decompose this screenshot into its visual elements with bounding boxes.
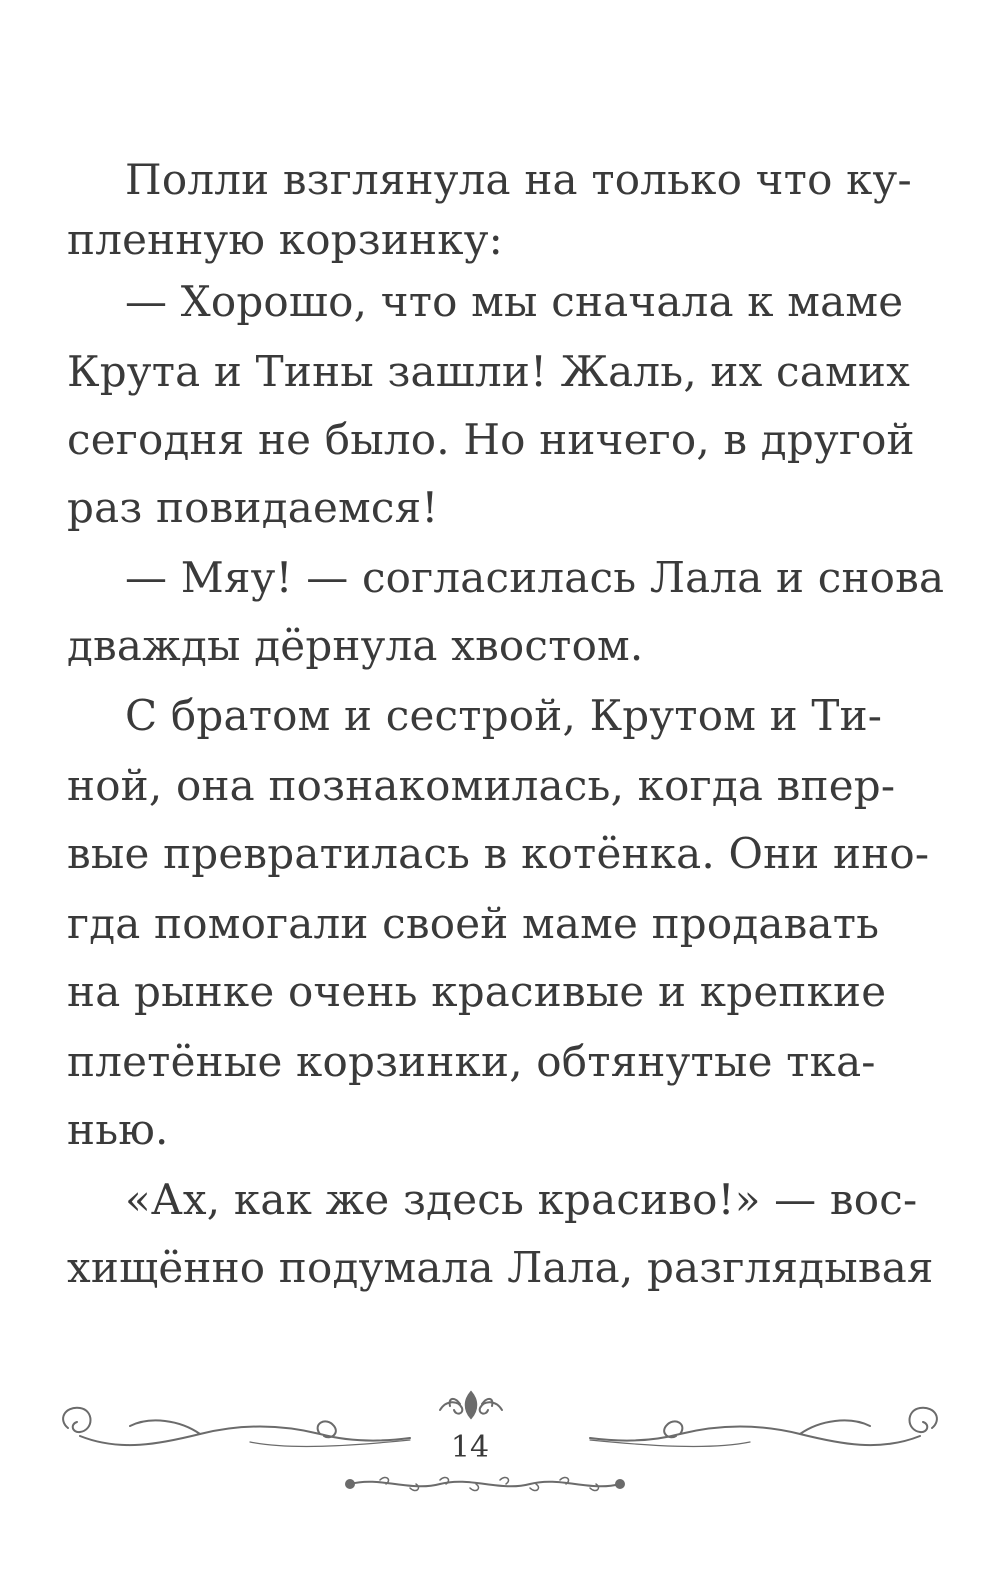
text-line-12: гда помогали своей маме продавать [67, 899, 880, 948]
text-line-1: Полли взглянула на только что ку- [125, 155, 912, 204]
text-line-7: — Мяу! — согласилась Лала и снова [125, 553, 945, 602]
text-line-8: дважды дёрнула хвостом. [67, 621, 644, 670]
text-line-6: раз повидаемся! [67, 483, 439, 532]
text-line-11: вые превратилась в котёнка. Они ино- [67, 829, 930, 878]
text-line-9: С братом и сестрой, Крутом и Ти- [125, 691, 883, 740]
text-line-15: нью. [67, 1105, 169, 1154]
text-line-4: Крута и Тины зашли! Жаль, их самих [67, 347, 910, 396]
text-line-2: пленную корзинку: [67, 215, 503, 264]
page-number: 14 [450, 1430, 490, 1465]
text-line-10: ной, она познакомилась, когда впер- [67, 761, 896, 810]
text-line-5: сегодня не было. Но ничего, в другой [67, 415, 915, 464]
text-line-17: хищённо подумала Лала, разглядывая [67, 1243, 934, 1292]
text-line-16: «Ах, как же здесь красиво!» — вос- [125, 1175, 918, 1224]
text-line-3: — Хорошо, что мы сначала к маме [125, 277, 904, 326]
text-line-13: на рынке очень красивые и крепкие [67, 967, 887, 1016]
text-line-14: плетёные корзинки, обтянутые тка- [67, 1037, 876, 1086]
